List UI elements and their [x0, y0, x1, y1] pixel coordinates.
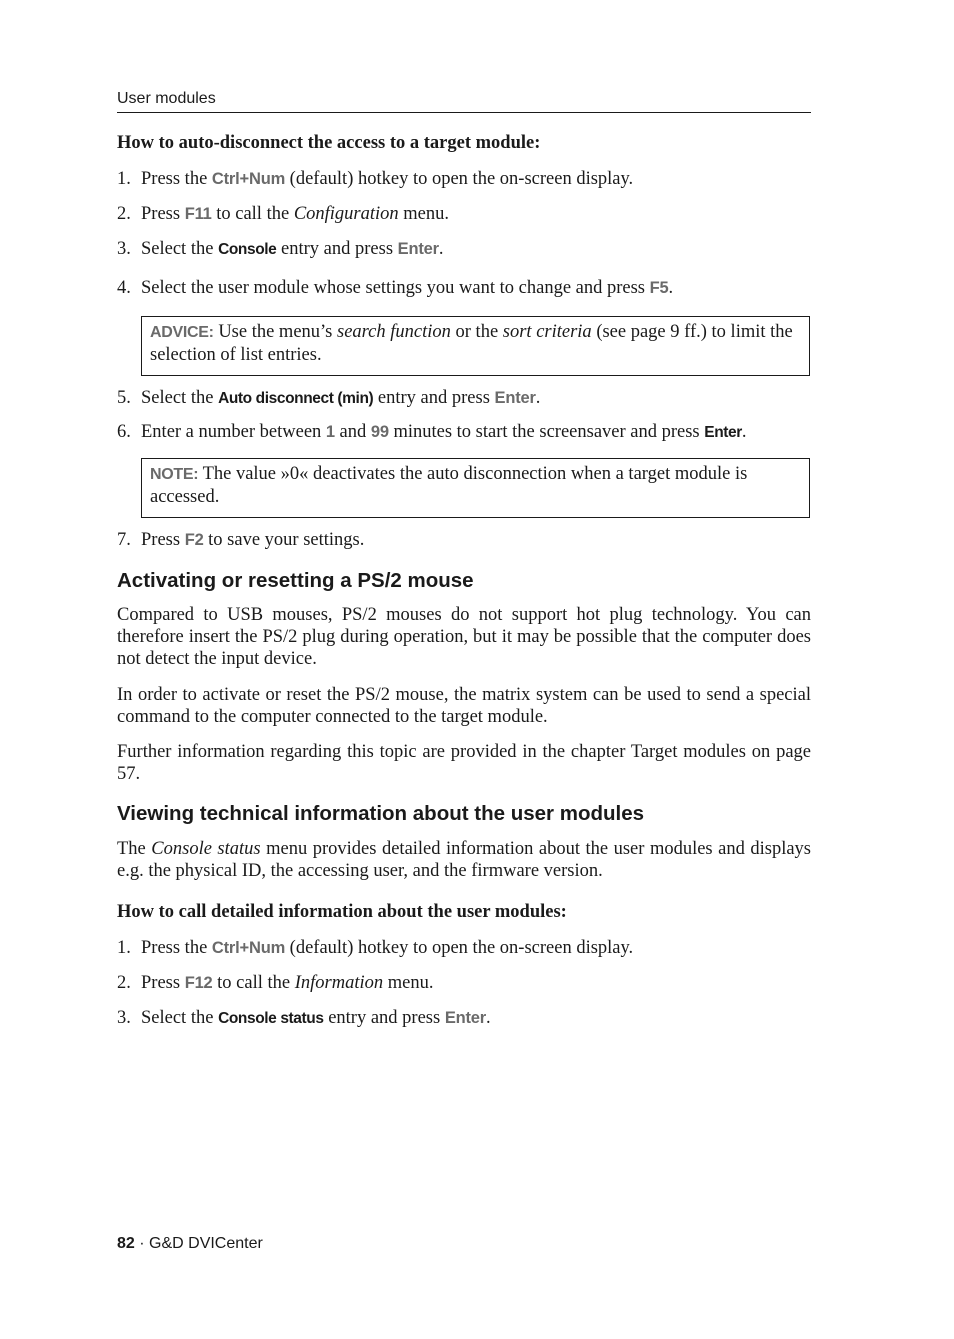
howto-title-auto-disconnect: How to auto-disconnect the access to a target module: [117, 133, 541, 153]
heading-technical-info: Viewing technical information about the user modules [117, 802, 645, 825]
key-f11: F11 [184, 205, 212, 223]
menu-name-configuration: Configuration [293, 204, 399, 224]
step-1: 1. Press the Ctrl+Num (default) hotkey to open the on-screen display. [117, 169, 634, 189]
step-4: 4. Select the user module whose settings you want to change and press F5. [117, 278, 674, 298]
page-footer: 82 · G&D DVICenter [117, 1235, 263, 1252]
running-head: User modules [117, 88, 811, 113]
hotkey-ctrl-num: Ctrl+Num [211, 170, 286, 188]
key-f12: F12 [184, 974, 213, 992]
menu-name-console-status: Console status [151, 839, 261, 859]
advice-box: ADVICE: Use the menu’s search function or the sort criteria (see page 9 ff.) to limit the selection of list entries. [141, 316, 810, 376]
info-step-2: 2. Press F12 to call the Information menu. [117, 973, 434, 993]
product-name: G&D DVICenter [149, 1235, 263, 1252]
paragraph-ps2-reset: In order to activate or reset the PS/2 mouse, the matrix system can be used to send a special command to the computer connected to the target module. [117, 685, 811, 727]
paragraph-console-status: The Console status menu provides detailed information about the user modules and displays e.g. the physical ID, the accessing user, and the firmware version. [117, 839, 812, 881]
key-enter: Enter [704, 424, 742, 441]
info-step-1: 1. Press the Ctrl+Num (default) hotkey to open the on-screen display. [117, 938, 634, 958]
key-enter: Enter [444, 1009, 487, 1027]
howto-title-info: How to call detailed information about the user modules: [117, 902, 567, 922]
step-3: 3. Select the Console entry and press Enter. [117, 239, 444, 259]
entry-console-status: Console status [218, 1010, 324, 1027]
step-7: 7. Press F2 to save your settings. [117, 530, 365, 550]
value-max: 99 [370, 423, 389, 441]
note-label: NOTE: [150, 466, 199, 483]
entry-console: Console [218, 241, 277, 258]
note-box: NOTE: The value »0« deactivates the auto disconnection when a target module is accessed. [141, 458, 810, 518]
key-enter: Enter [397, 240, 439, 258]
value-min: 1 [325, 423, 335, 441]
advice-label: ADVICE: [150, 324, 214, 341]
hotkey-ctrl-num: Ctrl+Num [211, 939, 286, 957]
page-number: 82 [117, 1235, 135, 1252]
step-2: 2. Press F11 to call the Configuration menu. [117, 204, 450, 224]
paragraph-ps2-intro: Compared to USB mouses, PS/2 mouses do not support hot plug technology. You can therefore insert the PS/2 plug during operation, but it may be possible that the computer does not detect the input device. [117, 605, 811, 669]
entry-auto-disconnect: Auto disconnect (min) [218, 390, 374, 407]
key-f2: F2 [184, 531, 204, 549]
step-5: 5. Select the Auto disconnect (min) entry and press Enter. [117, 388, 541, 408]
step-6: 6. Enter a number between 1 and 99 minutes to start the screensaver and press Enter. [117, 422, 747, 442]
menu-name-information: Information [294, 973, 384, 993]
key-f5: F5 [649, 279, 669, 297]
info-step-3: 3. Select the Console status entry and press Enter. [117, 1008, 491, 1028]
key-enter: Enter [494, 389, 536, 407]
paragraph-ps2-reference: Further information regarding this topic are provided in the chapter Target modules on page 57. [117, 742, 811, 784]
heading-ps2-mouse: Activating or resetting a PS/2 mouse [117, 569, 474, 592]
